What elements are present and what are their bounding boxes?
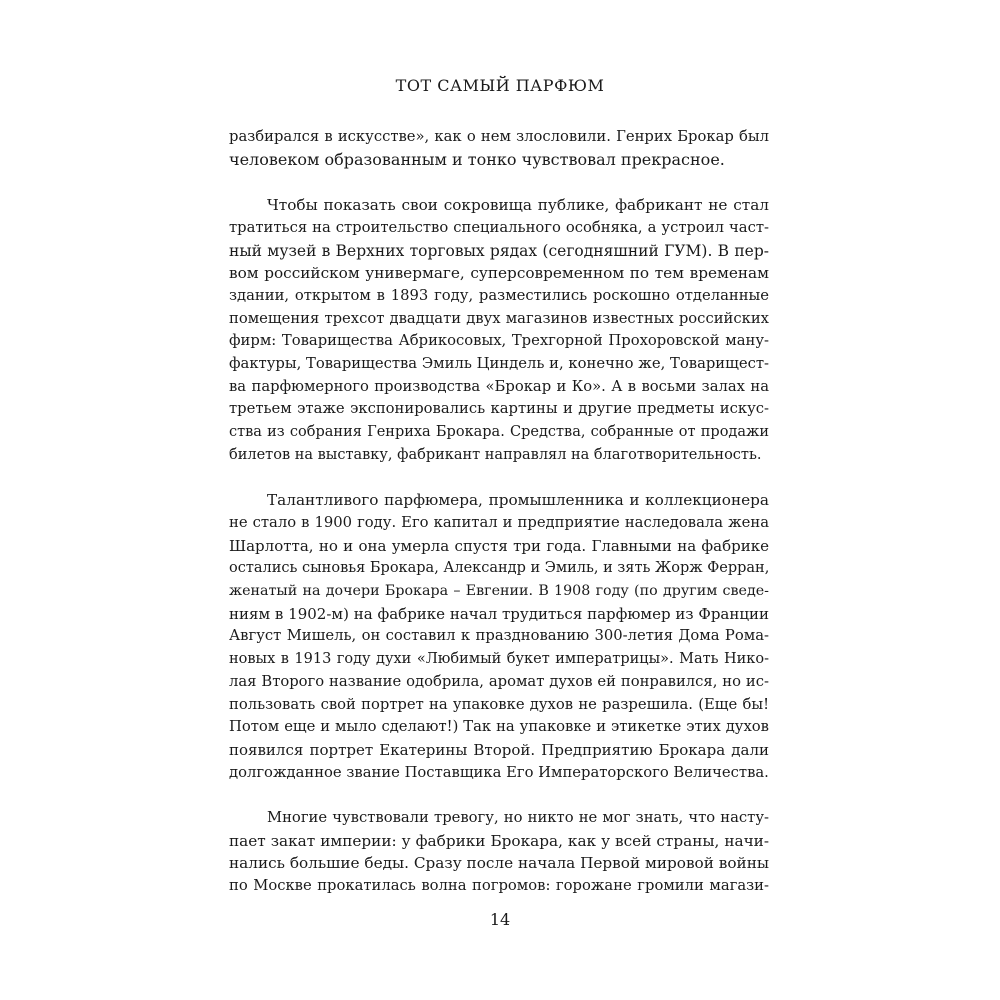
- text-line: по Москве прокатилась волна погромов: горожане громили магази-: [229, 877, 769, 895]
- text-line: пает закат империи: у фабрики Брокара, как у всей страны, начи-: [229, 831, 769, 850]
- text-line: появился портрет Екатерины Второй. Предприятию Брокара дали: [229, 740, 769, 759]
- text-line: долгожданное звание Поставщика Его Императорского Величества.: [229, 763, 769, 781]
- text-line: ва парфюмерного производства «Брокар и Ко». А в восьми залах на: [229, 377, 769, 395]
- text-line: ный музей в Верхних торговых рядах (сегодняшний ГУМ). В пер-: [229, 241, 769, 260]
- text-line: фактуры, Товарищества Эмиль Циндель и, конечно же, Товарищест-: [229, 355, 769, 373]
- text-line: Шарлотта, но и она умерла спустя три года. Главными на фабрике: [229, 536, 769, 555]
- text-line: Многие чувствовали тревогу, но никто не мог знать, что насту-: [267, 809, 769, 827]
- text-line: новых в 1913 году духи «Любимый букет императрицы». Мать Нико-: [229, 651, 769, 668]
- text-line: Талантливого парфюмера, промышленника и коллекционера: [267, 491, 769, 510]
- text-line: женатый на дочери Брокара – Евгении. В 1908 году (по другим сведе-: [229, 583, 769, 600]
- text-line: ниям в 1902-м) на фабрике начал трудиться парфюмер из Франции: [229, 604, 769, 623]
- text-line: пользовать свой портрет на упаковке духов не разрешила. (Еще бы!: [229, 695, 769, 713]
- text-line: нались большие беды. Сразу после начала Первой мировой войны: [229, 854, 769, 873]
- text-line: Потом еще и мыло сделают!) Так на упаковке и этикетке этих духов: [229, 718, 769, 736]
- text-line: остались сыновья Брокара, Александр и Эмиль, и зять Жорж Ферран,: [229, 560, 770, 577]
- paragraph-1: [229, 126, 769, 171]
- running-head: ТОТ САМЫЙ ПАРФЮМ: [395, 76, 605, 95]
- paragraph-2: [229, 194, 769, 466]
- text-line: тратиться на строительство специального особняка, а устроил част-: [229, 218, 769, 236]
- text-line: билетов на выставку, фабрикант направлял на благотворительность.: [229, 446, 762, 463]
- text-line: лая Второго название одобрила, аромат духов ей понравился, но ис-: [229, 672, 769, 690]
- page-number: 14: [489, 910, 511, 929]
- text-line: здании, открытом в 1893 году, разместились роскошно отделанные: [229, 286, 769, 304]
- text-line: разбирался в искусстве», как о нем злословили. Генрих Брокар был: [229, 128, 769, 145]
- text-line: не стало в 1900 году. Его капитал и предприятие наследовала жена: [229, 513, 769, 531]
- text-line: третьем этаже экспонировались картины и другие предметы искус-: [229, 400, 769, 418]
- text-line: помещения трехсот двадцати двух магазинов известных российских: [229, 309, 769, 327]
- text-line: Чтобы показать свои сокровища публике, фабрикант не стал: [267, 196, 769, 215]
- body-text: [229, 126, 769, 921]
- text-line: вом российском универмаге, суперсовременном по тем временам: [229, 264, 769, 283]
- text-line: ства из собрания Генриха Брокара. Средства, собранные от продажи: [229, 424, 769, 441]
- paragraph-3: [229, 489, 769, 784]
- text-line: Август Мишель, он составил к празднованию 300-летия Дома Рома-: [229, 627, 769, 645]
- text-line: человеком образованным и тонко чувствовал прекрасное.: [229, 149, 725, 169]
- text-line: фирм: Товарищества Абрикосовых, Трехгорной Прохоровской ману-: [229, 332, 769, 350]
- paragraph-4: [229, 807, 769, 898]
